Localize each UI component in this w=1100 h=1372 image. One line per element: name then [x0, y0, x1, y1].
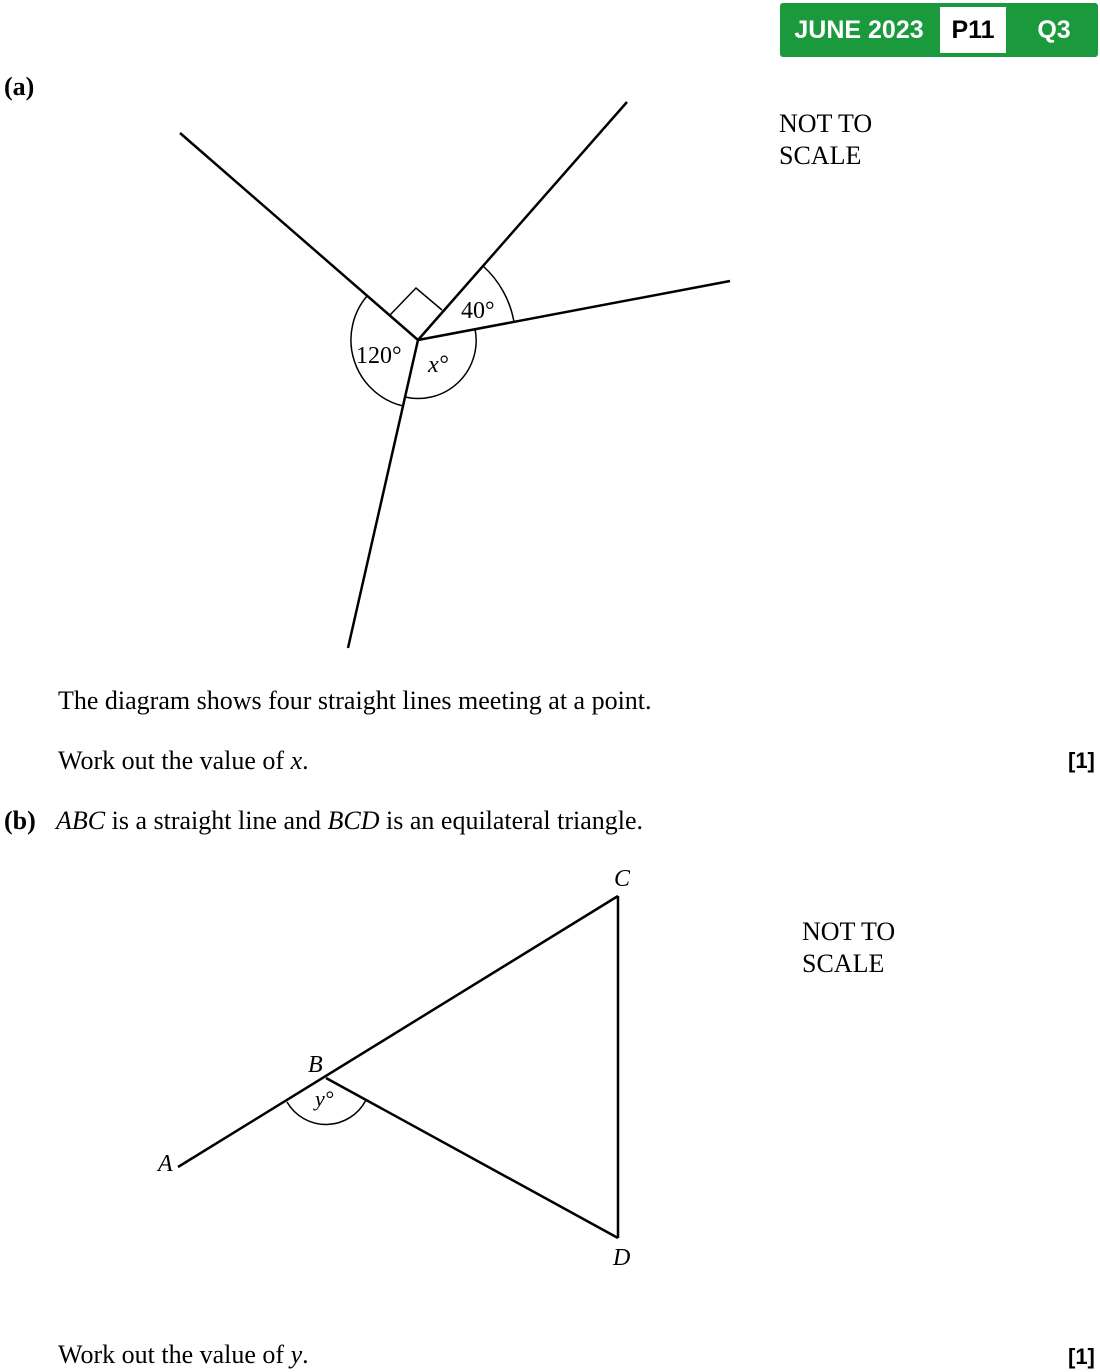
part-a-question: Work out the value of x. — [58, 746, 309, 775]
point-label-a: A — [158, 1151, 173, 1177]
point-label-c: C — [614, 866, 631, 892]
paper-label: P11 — [940, 7, 1006, 53]
triangle-diagram — [0, 860, 1100, 1280]
part-b-question: Work out the value of y. — [58, 1340, 309, 1369]
part-a-marks: [1] — [1068, 748, 1095, 773]
angle-label-40: 40° — [461, 298, 495, 324]
session-label: JUNE 2023 — [794, 16, 924, 44]
line-upper-left — [180, 133, 418, 340]
right-angle-marker — [390, 288, 442, 315]
part-b-label: (b) — [4, 806, 36, 835]
question-label: Q3 — [1037, 16, 1071, 44]
point-label-d: D — [613, 1245, 631, 1271]
angle-label-x: x° — [428, 352, 449, 378]
line-abc — [178, 896, 618, 1167]
part-b-marks: [1] — [1068, 1344, 1095, 1369]
side-bd — [326, 1078, 618, 1238]
part-b-not-to-scale: NOT TO SCALE — [802, 917, 896, 978]
angles-at-point-diagram — [0, 0, 1100, 680]
angle-label-120: 120° — [356, 343, 402, 369]
line-down — [348, 340, 418, 648]
part-a-statement: The diagram shows four straight lines meeting at a point. — [58, 686, 652, 715]
angle-label-y: y° — [315, 1086, 334, 1111]
part-a-label: (a) — [4, 72, 35, 101]
part-b-statement: ABC is a straight line and BCD is an equilateral triangle. — [56, 806, 644, 835]
point-label-b: B — [308, 1052, 323, 1078]
line-upper-right — [418, 102, 627, 340]
part-a-not-to-scale: NOT TO SCALE — [779, 109, 873, 170]
